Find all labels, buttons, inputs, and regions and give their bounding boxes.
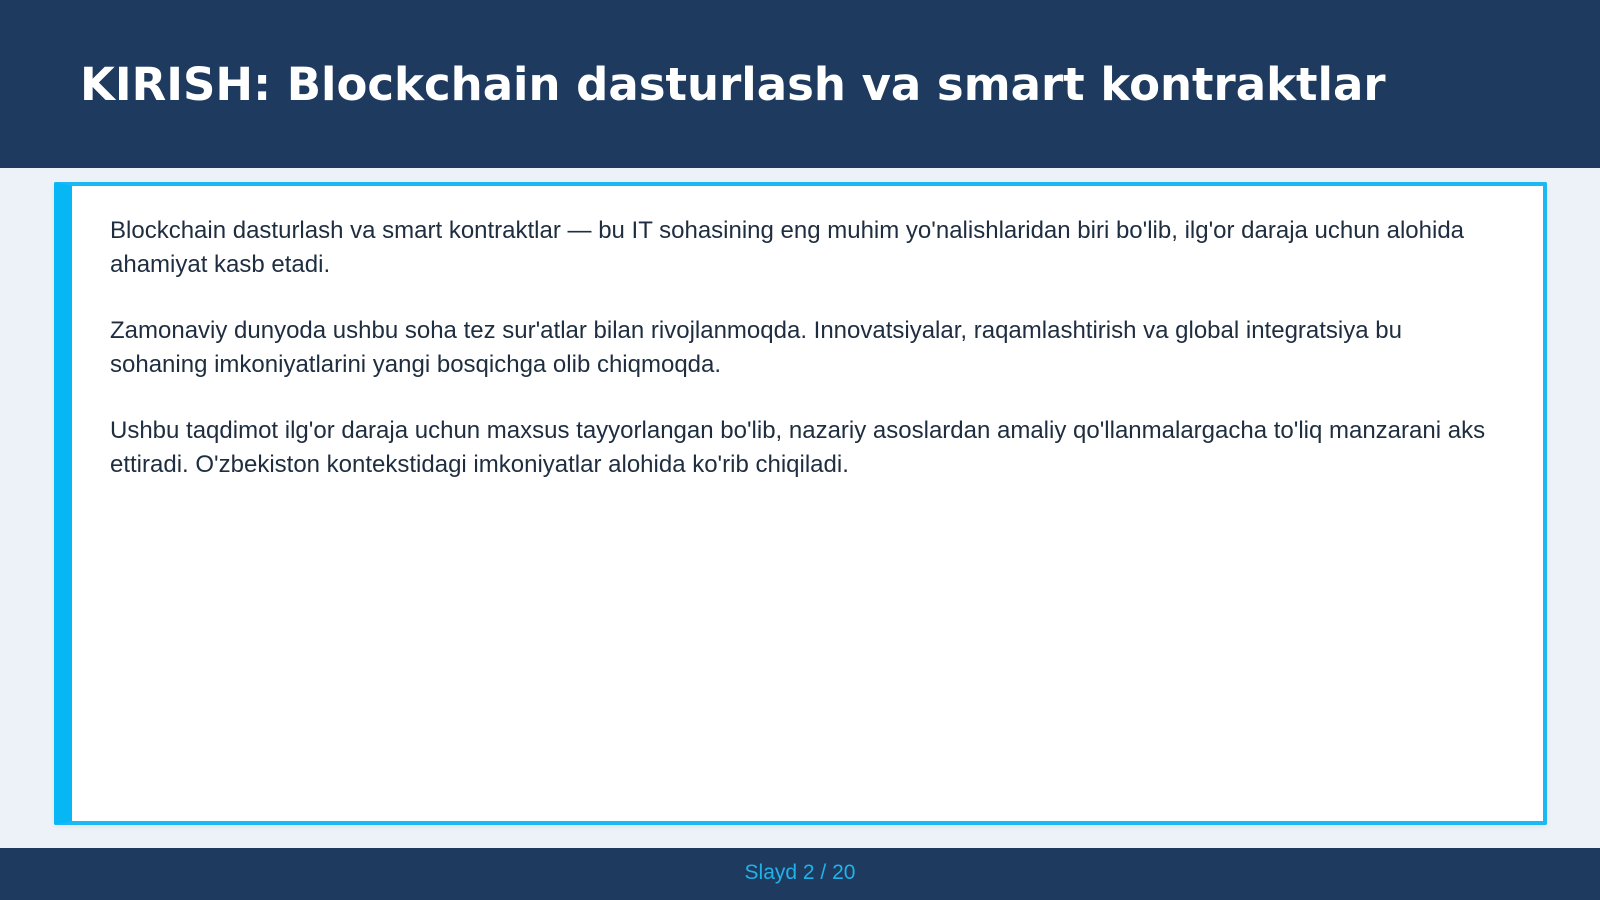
content-card [54, 182, 1547, 825]
slide-title: KIRISH: Blockchain dasturlash va smart kontraktlar [80, 58, 1386, 111]
paragraph-1: Blockchain dasturlash va smart kontraktlar — bu IT sohasining eng muhim yo'nalishlaridan biri bo'lib, ilg'or daraja uchun alohida ahamiyat kasb etadi. [110, 217, 1465, 278]
paragraph-2: Zamonaviy dunyoda ushbu soha tez sur'atlar bilan rivojlanmoqda. Innovatsiyalar, raqamlashtirish va global integratsiya bu sohaning imkoniyatlarini yangi bosqichga olib chiqmoqda. [110, 317, 1402, 378]
slide-counter: Slayd 2 / 20 [744, 861, 856, 884]
paragraph-list [110, 214, 1500, 514]
slide-footer [0, 848, 1600, 900]
slide-header [0, 0, 1600, 168]
paragraph-3: Ushbu taqdimot ilg'or daraja uchun maxsus tayyorlangan bo'lib, nazariy asoslardan amaliy qo'llanmalargacha to'liq manzarani aks ettiradi. O'zbekiston kontekstidagi imkoniyatlar alohida ko'rib chiqiladi. [110, 417, 1486, 478]
